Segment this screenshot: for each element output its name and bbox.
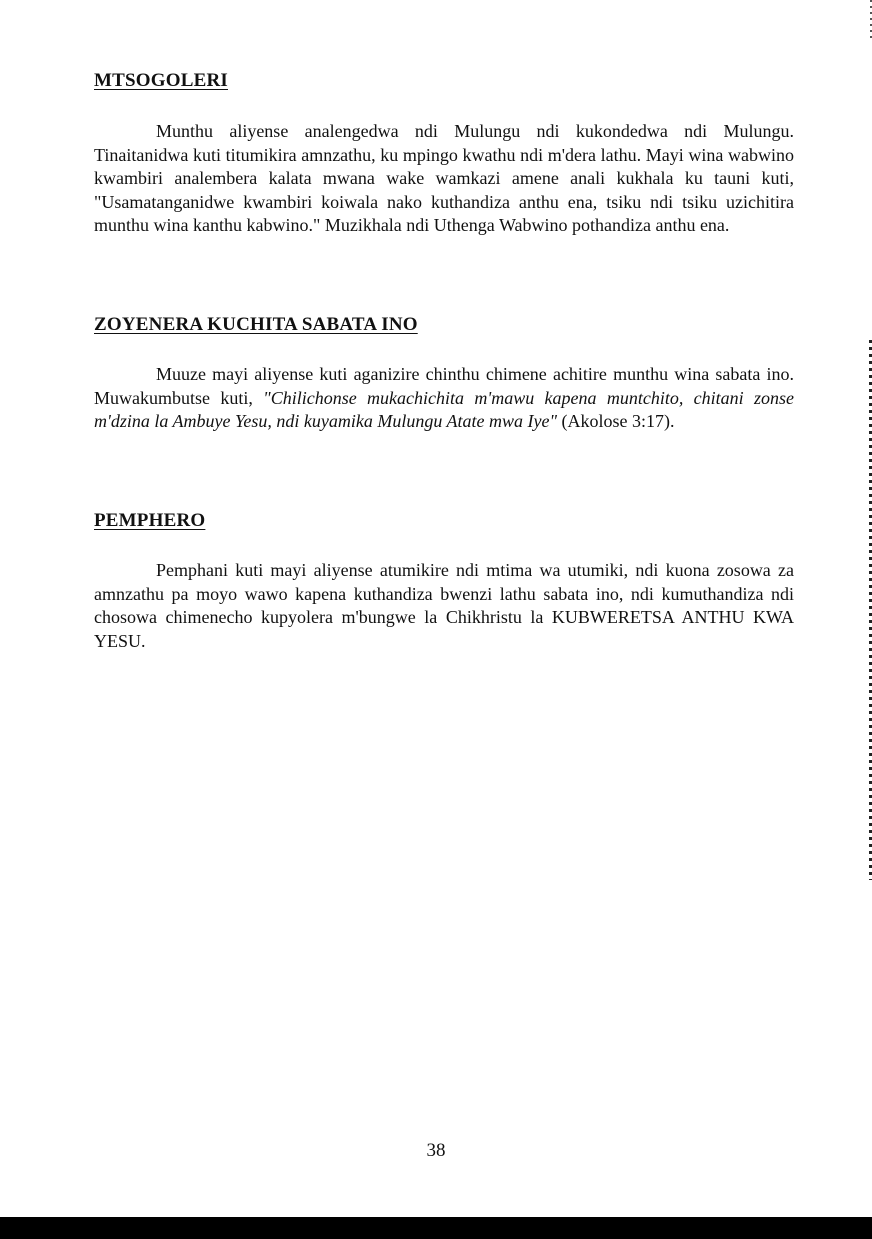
- scan-bottom-bar: [0, 1217, 872, 1239]
- paragraph-text: Muuze mayi aliyense kuti aganizire chinthu chimene achitire munthu wina sabata ino. Muwakumbutse kuti,: [94, 364, 794, 408]
- page-number: 38: [426, 1140, 446, 1161]
- scripture-quote: "Chilichonse mukachichita m'mawu kapena muntchito, chitani zonse m'dzina la Ambuye Yesu, ndi kuyamika Mulungu Atate mwa Iye": [94, 387, 794, 431]
- section-heading: MTSOGOLERI: [94, 70, 228, 91]
- section-mtsogoleri: [94, 70, 794, 238]
- section-heading: ZOYENERA KUCHITA SABATA INO: [94, 314, 418, 335]
- section-zoyenera-kuchita: [94, 314, 794, 434]
- section-paragraph: Pemphani kuti mayi aliyense atumikire ndi mtima wa utumiki, ndi kuona zosowa za amnzathu pa moyo wawo kapena kuthandiza bwenzi lathu sabata ino, ndi kumuthandiza ndi chosowa chimenecho kupyolera m'bungwe la Chikhristu la KUBWERETSA ANTHU KWA YESU.: [94, 560, 794, 651]
- section-paragraph: [94, 363, 794, 434]
- section-paragraph: Munthu aliyense analengedwa ndi Mulungu ndi kukondedwa ndi Mulungu. Tinaitanidwa kuti titumikira amnzathu, ku mpingo kwathu ndi m'dera lathu. Mayi wina wabwino kwambiri analembera kalata mwana wake wamkazi amene anali kukhala ku tauni kuti, "Usamatanganidwe kwambiri koiwala nako kuthandiza anthu ena, tsiku ndi tsiku uzichitira munthu wina kanthu kabwino." Muzikhala ndi Uthenga Wabwino pothandiza anthu ena.: [94, 121, 794, 235]
- scripture-reference: (Akolose 3:17).: [557, 411, 675, 431]
- section-heading: PEMPHERO: [94, 510, 206, 531]
- section-pemphero: [94, 510, 794, 653]
